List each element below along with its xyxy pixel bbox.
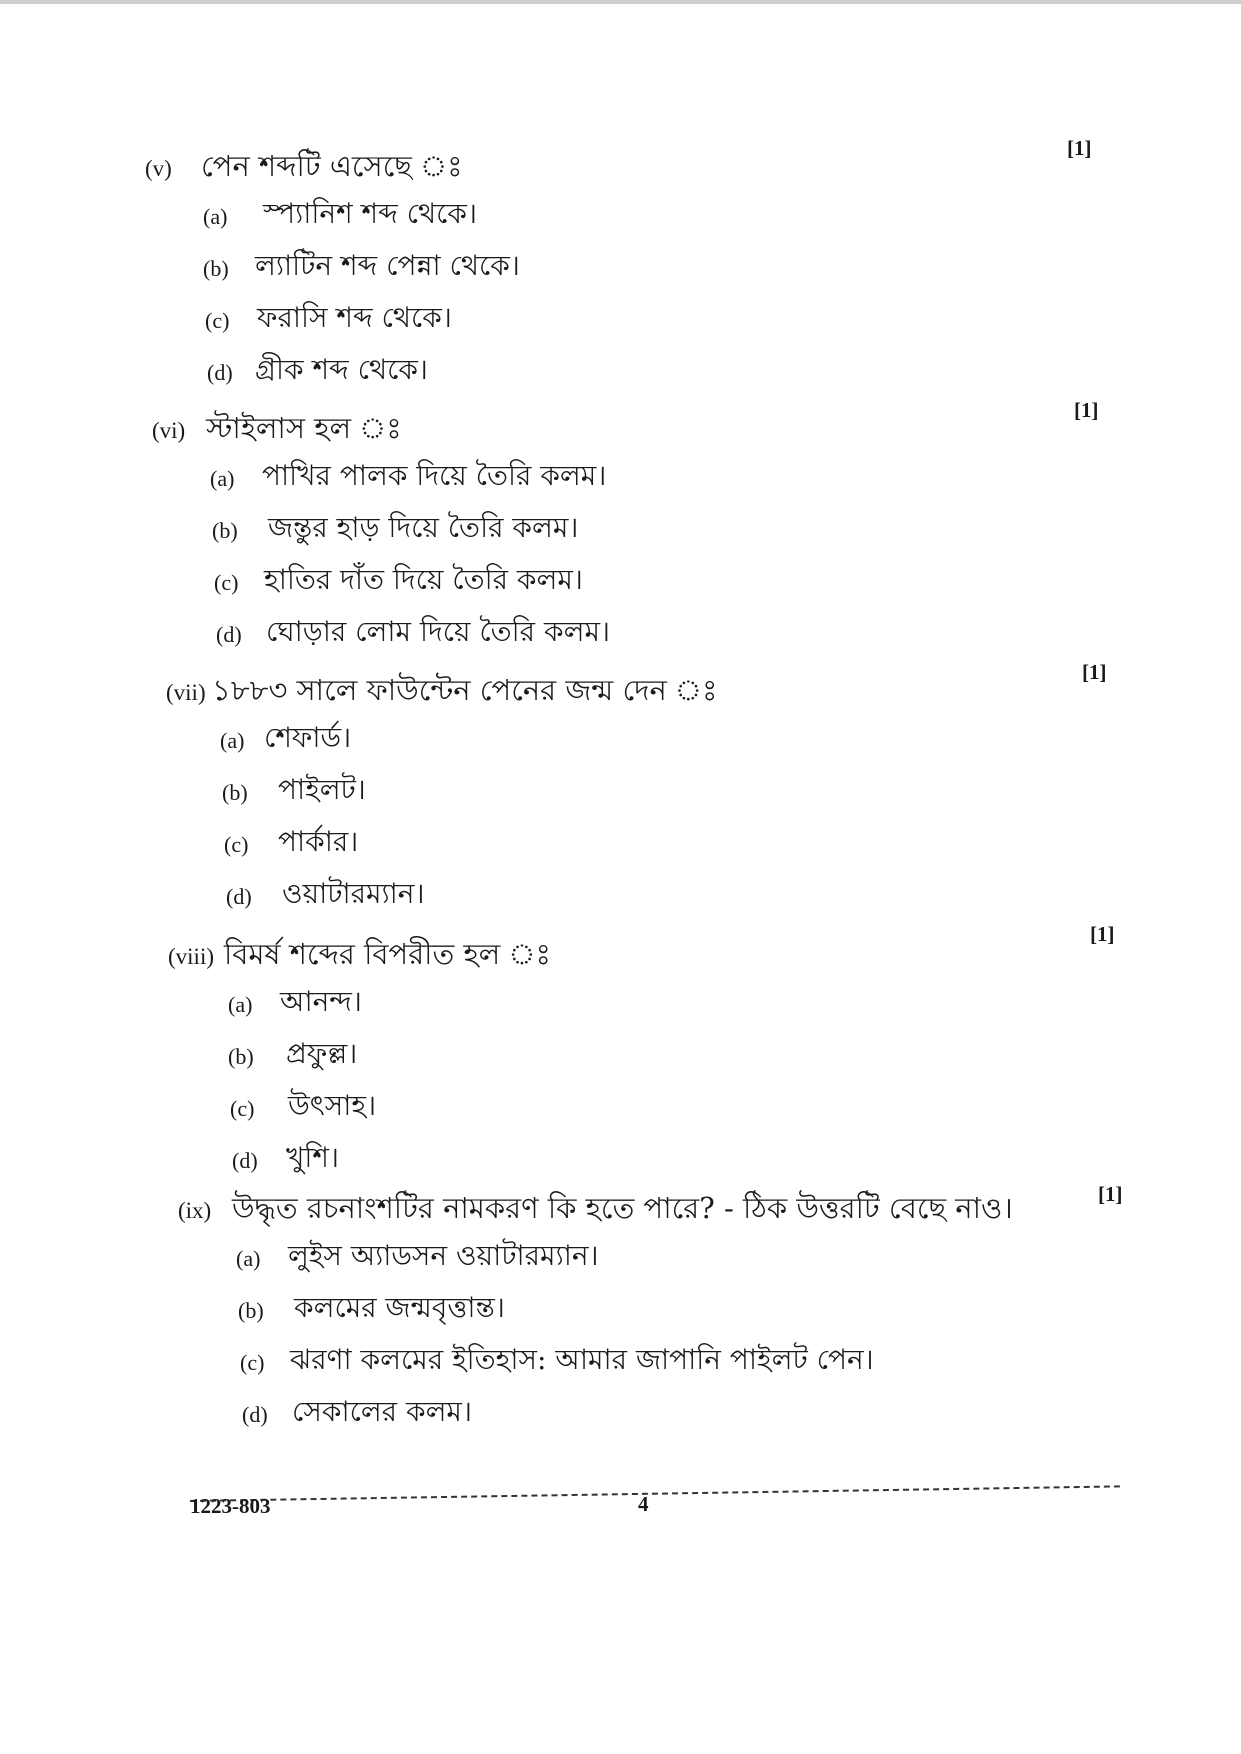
option-label: (b)	[203, 256, 229, 281]
option-c	[168, 1082, 1128, 1134]
option-label: (d)	[232, 1148, 258, 1173]
option-d	[145, 346, 1105, 398]
option-text: লুইস অ্যাডসন ওয়াটারম্যান।	[288, 1239, 599, 1272]
question-text: বিমর্ষ শব্দের বিপরীত হল ঃ	[224, 937, 551, 971]
option-text: সেকালের কলম।	[292, 1395, 472, 1428]
question-number: (v)	[145, 156, 172, 181]
option-b	[152, 504, 1112, 556]
option-label: (c)	[224, 832, 249, 857]
option-label: (c)	[230, 1096, 255, 1121]
option-text: ঘোড়ার লোম দিয়ে তৈরি কলম।	[266, 615, 611, 648]
option-label: (d)	[216, 622, 242, 647]
option-text: পাইলট।	[278, 773, 366, 806]
option-a	[145, 190, 1105, 242]
marks-viii: [1]	[1090, 922, 1115, 946]
option-b	[168, 1030, 1128, 1082]
option-a	[152, 452, 1112, 504]
option-label: (b)	[222, 780, 248, 805]
option-text: ল্যাটিন শব্দ পেন্না থেকে।	[255, 249, 520, 282]
option-label: (a)	[203, 204, 228, 229]
option-c	[152, 556, 1112, 608]
question-ix	[178, 1182, 1138, 1440]
question-number: (ix)	[178, 1198, 212, 1223]
option-b	[145, 242, 1105, 294]
option-a	[178, 1232, 1138, 1284]
option-label: (b)	[238, 1298, 264, 1323]
question-text: ১৮৮৩ সালে ফাউন্টেন পেনের জন্ম দেন ঃ	[212, 673, 718, 707]
marks-v: [1]	[1067, 136, 1092, 160]
scan-top-edge	[0, 0, 1241, 4]
question-header	[152, 402, 1112, 452]
option-text: পাখির পালক দিয়ে তৈরি কলম।	[262, 459, 607, 492]
option-text: উৎসাহ।	[288, 1089, 377, 1122]
question-vii	[166, 664, 1126, 922]
question-v	[145, 140, 1105, 398]
question-number: (vi)	[152, 418, 186, 443]
option-c	[166, 818, 1126, 870]
option-d	[168, 1134, 1128, 1186]
marks-vii: [1]	[1082, 660, 1107, 684]
option-text: আনন্দ।	[280, 985, 362, 1018]
option-b	[166, 766, 1126, 818]
option-label: (c)	[205, 308, 230, 333]
option-c	[145, 294, 1105, 346]
option-text: গ্রীক শব্দ থেকে।	[255, 353, 428, 386]
option-d	[166, 870, 1126, 922]
option-a	[166, 714, 1126, 766]
option-text: কলমের জন্মবৃত্তান্ত।	[294, 1291, 505, 1324]
question-text: উদ্ধৃত রচনাংশটির নামকরণ কি হতে পারে? - ঠিক উত্তরটি বেছে নাও।	[232, 1191, 1013, 1225]
option-text: খুশি।	[286, 1141, 339, 1174]
question-viii	[168, 928, 1128, 1186]
option-label: (b)	[228, 1044, 254, 1069]
option-text: শেফার্ড।	[264, 721, 352, 754]
option-label: (d)	[242, 1402, 268, 1427]
option-text: ওয়াটারম্যান।	[282, 877, 425, 910]
question-text: পেন শব্দটি এসেছে ঃ	[201, 149, 463, 183]
option-d	[178, 1388, 1138, 1440]
option-label: (c)	[214, 570, 239, 595]
option-label: (a)	[228, 992, 253, 1017]
option-label: (d)	[207, 360, 233, 385]
footer-dashed-divider	[190, 1485, 1120, 1502]
option-label: (d)	[226, 884, 252, 909]
paper-code: 1223-803	[190, 1494, 271, 1518]
marks-vi: [1]	[1074, 398, 1099, 422]
question-number: (viii)	[168, 944, 214, 969]
option-b	[178, 1284, 1138, 1336]
question-vi	[152, 402, 1112, 660]
option-text: ফরাসি শব্দ থেকে।	[257, 301, 452, 334]
option-label: (a)	[220, 728, 245, 753]
option-c	[178, 1336, 1138, 1388]
option-text: পার্কার।	[278, 825, 359, 858]
option-text: ঝরণা কলমের ইতিহাস: আমার জাপানি পাইলট পেন।	[290, 1343, 874, 1376]
option-label: (a)	[210, 466, 235, 491]
option-label: (a)	[236, 1246, 261, 1271]
option-a	[168, 978, 1128, 1030]
question-header	[178, 1182, 1138, 1232]
option-d	[152, 608, 1112, 660]
option-label: (b)	[212, 518, 238, 543]
option-text: প্রফুল্ল।	[286, 1037, 358, 1070]
question-text: স্টাইলাস হল ঃ	[206, 411, 402, 445]
option-text: জন্তুর হাড় দিয়ে তৈরি কলম।	[268, 511, 579, 544]
question-header	[168, 928, 1128, 978]
option-text: হাতির দাঁত দিয়ে তৈরি কলম।	[264, 563, 583, 596]
question-number: (vii)	[166, 680, 206, 705]
question-header	[166, 664, 1126, 714]
option-text: স্প্যানিশ শব্দ থেকে।	[263, 197, 478, 230]
question-header	[145, 140, 1105, 190]
option-label: (c)	[240, 1350, 265, 1375]
page-number: 4	[638, 1492, 649, 1516]
marks-ix: [1]	[1098, 1182, 1123, 1206]
